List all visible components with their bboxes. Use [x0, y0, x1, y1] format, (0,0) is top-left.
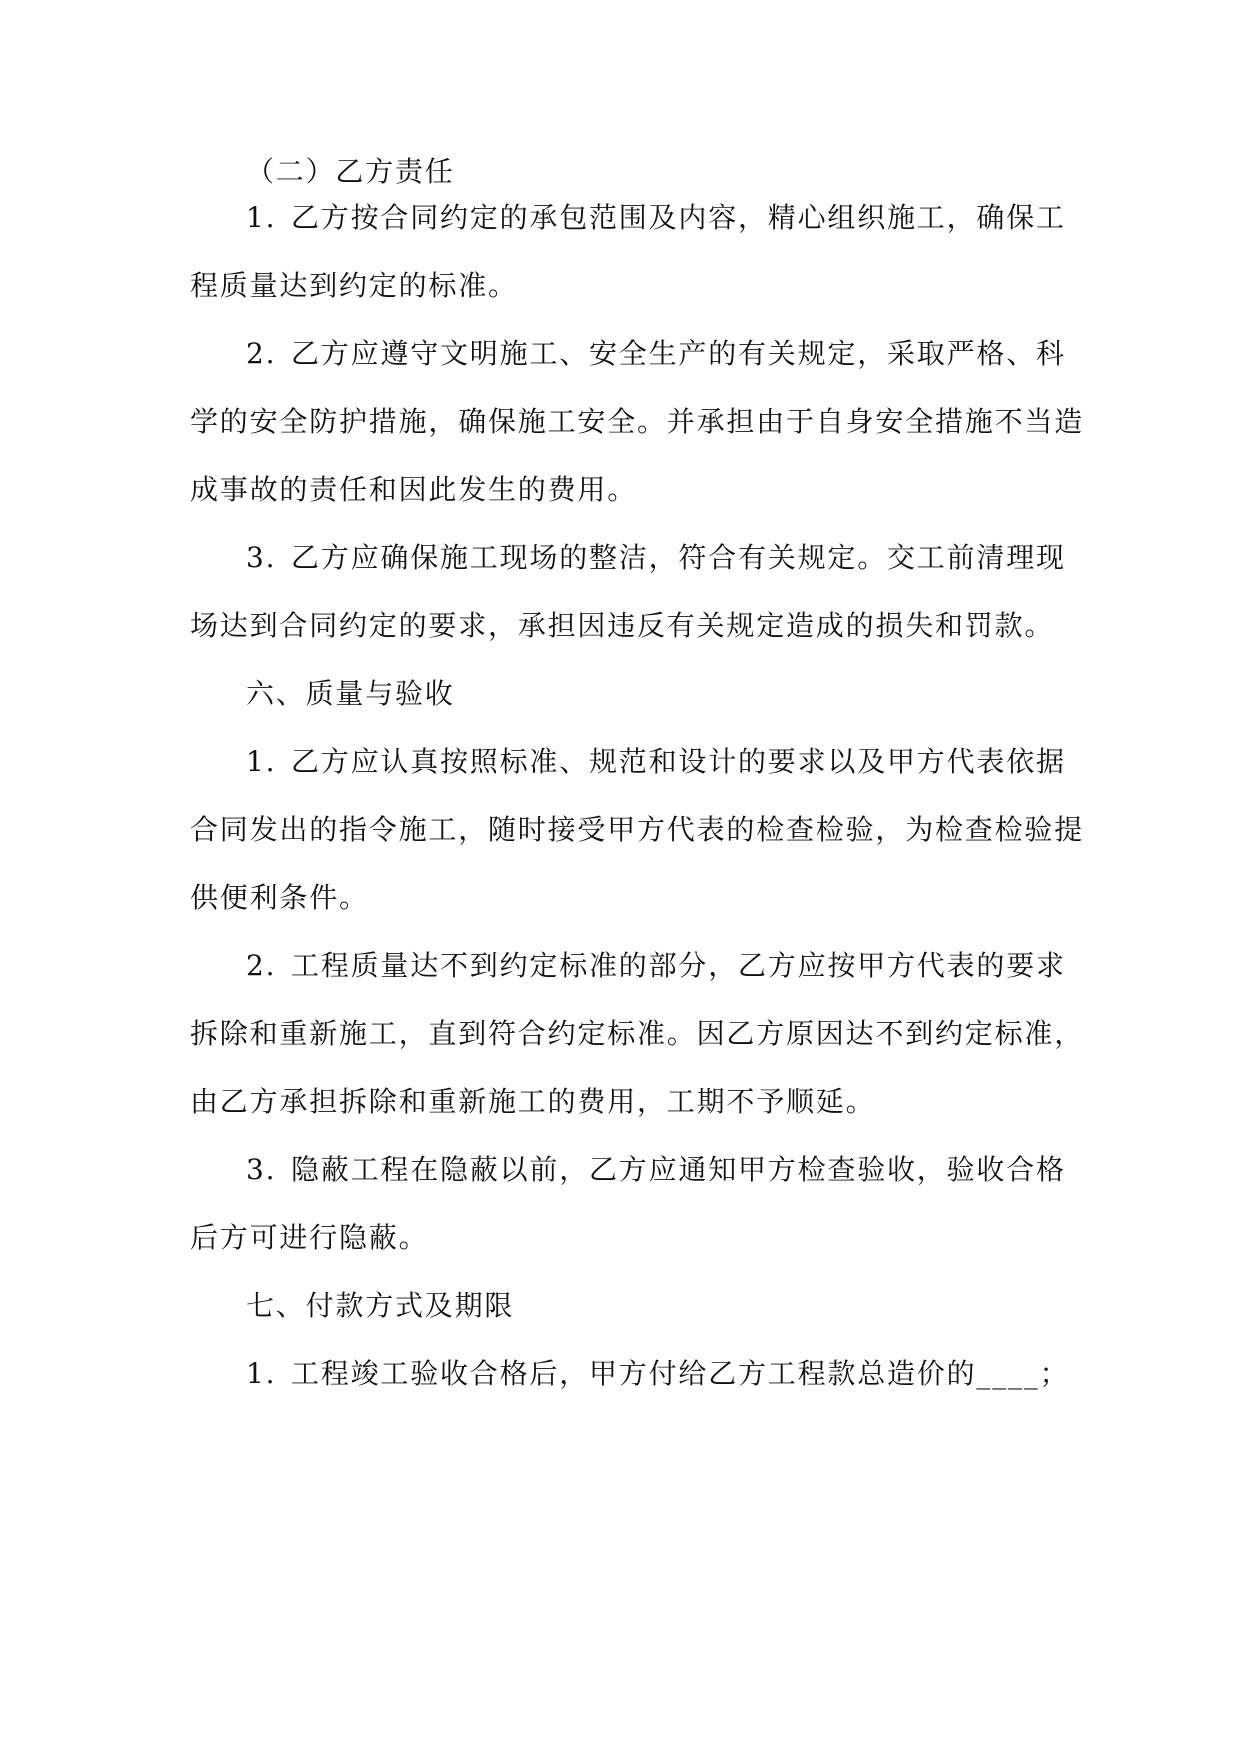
paragraph-text: 乙方按合同约定的承包范围及内容，精心组织施工，确保工 [291, 201, 1066, 234]
item-number: 2. [246, 337, 277, 370]
paragraph-line [246, 1140, 1066, 1200]
paragraph-text: 工程质量达不到约定标准的部分，乙方应按甲方代表的要求 [291, 949, 1066, 982]
paragraph-text: 乙方应确保施工现场的整洁，符合有关规定。交工前清理现 [291, 541, 1066, 574]
item-number: 1. [246, 1357, 277, 1390]
paragraph-text: 工程竣工验收合格后，甲方付给乙方工程款总造价的____； [291, 1357, 1070, 1390]
section-heading-party-b-responsibility: （二）乙方责任 [246, 155, 455, 188]
section-heading-quality-acceptance: 六、质量与验收 [246, 677, 455, 710]
paragraph-line [246, 732, 1066, 792]
paragraph-line [246, 1344, 1069, 1404]
paragraph-line: 由乙方承担拆除和重新施工的费用，工期不予顺延。 [190, 1085, 876, 1118]
paragraph-text: 乙方应认真按照标准、规范和设计的要求以及甲方代表依据 [291, 745, 1066, 778]
paragraph-line [246, 188, 1066, 248]
paragraph-line [246, 936, 1066, 996]
item-number: 1. [246, 201, 277, 234]
paragraph-line: 拆除和重新施工，直到符合约定标准。因乙方原因达不到约定标准， [190, 1017, 1085, 1050]
item-number: 3. [246, 541, 277, 574]
paragraph-line: 合同发出的指令施工，随时接受甲方代表的检查检验，为检查检验提 [190, 813, 1085, 846]
item-number: 3. [246, 1153, 277, 1186]
paragraph-line: 程质量达到约定的标准。 [190, 269, 518, 302]
section-heading-payment-terms: 七、付款方式及期限 [246, 1289, 515, 1322]
paragraph-line: 后方可进行隐蔽。 [190, 1221, 429, 1254]
paragraph-line [246, 324, 1066, 384]
paragraph-line [246, 528, 1066, 588]
paragraph-text: 隐蔽工程在隐蔽以前，乙方应通知甲方检查验收，验收合格 [291, 1153, 1066, 1186]
item-number: 2. [246, 949, 277, 982]
paragraph-line: 场达到合同约定的要求，承担因违反有关规定造成的损失和罚款。 [190, 609, 1055, 642]
paragraph-line: 学的安全防护措施，确保施工安全。并承担由于自身安全措施不当造 [190, 405, 1085, 438]
item-number: 1. [246, 745, 277, 778]
paragraph-line: 供便利条件。 [190, 881, 369, 914]
paragraph-line: 成事故的责任和因此发生的费用。 [190, 473, 638, 506]
paragraph-text: 乙方应遵守文明施工、安全生产的有关规定，采取严格、科 [291, 337, 1066, 370]
